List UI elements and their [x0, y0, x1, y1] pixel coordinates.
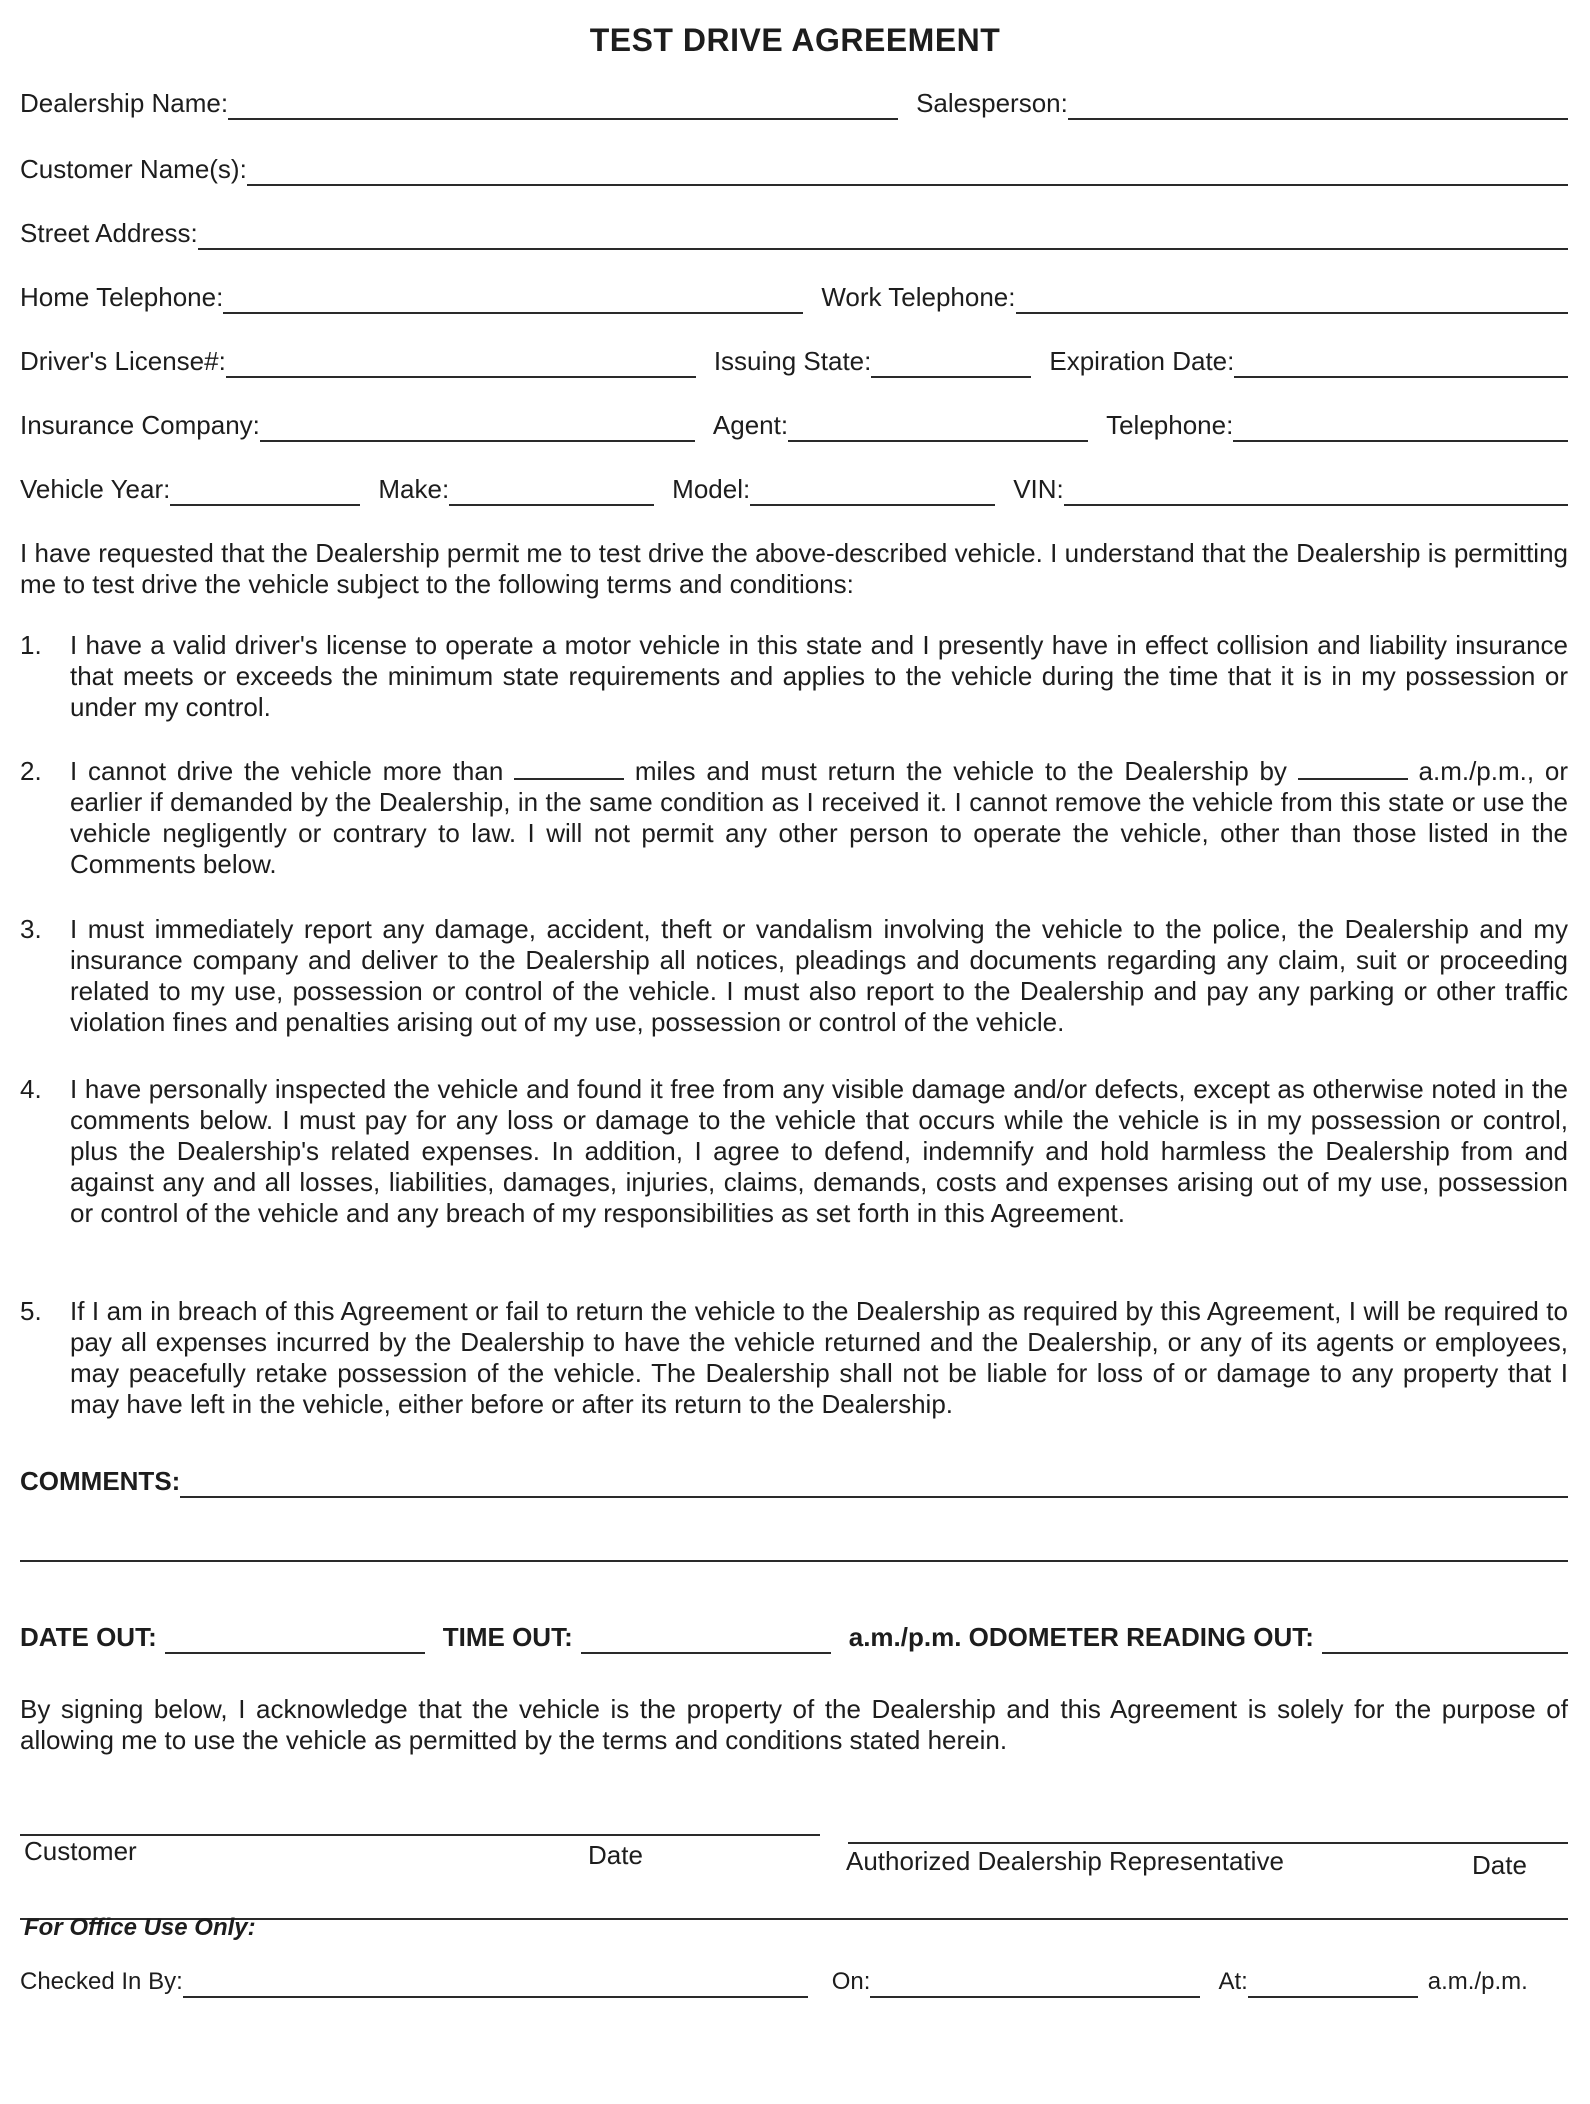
- telephone-label: Telephone:: [1106, 410, 1234, 440]
- term-item-5: [20, 1296, 1568, 1420]
- agent-field[interactable]: [788, 412, 1088, 442]
- return-time-blank[interactable]: [1298, 758, 1408, 780]
- customer-names-field[interactable]: [247, 156, 1568, 186]
- agent-label: Agent:: [712, 410, 789, 440]
- drivers-license-label: Driver's License#:: [20, 346, 226, 376]
- office-use-heading: For Office Use Only:: [24, 1914, 256, 1941]
- term-text: I have personally inspected the vehicle and found it free from any visible damage and/or defects, except as otherwise noted in the comments below. I must pay for any loss or damage to the vehicle that occurs while the vehicle is in my possession or control, plus the Dealership's related expenses. In addition, I agree to defend, indemnify and hold harmless the Dealership from and against any and all losses, liabilities, damages, injuries, claims, demands, costs and expenses arising out of my use, possession or control of the vehicle and any breach of my responsibilities as set forth in this Agreement.: [70, 1074, 1568, 1228]
- expiration-date-label: Expiration Date:: [1049, 346, 1235, 376]
- work-telephone-label: Work Telephone:: [821, 282, 1016, 312]
- term-item-2: [20, 756, 1568, 880]
- row-address: [20, 210, 1568, 250]
- row-comments: [20, 1458, 1568, 1498]
- acknowledge-paragraph: By signing below, I acknowledge that the vehicle is the property of the Dealership and this Agreement is solely for the purpose of allowing me to use the vehicle as permitted by the terms and conditions stated herein.: [20, 1694, 1568, 1755]
- term-number: 2.: [20, 756, 42, 786]
- work-telephone-field[interactable]: [1016, 284, 1569, 314]
- row-office: [20, 1958, 1568, 1998]
- customer-label: Customer: [24, 1836, 137, 1866]
- term-text: If I am in breach of this Agreement or fail to return the vehicle to the Dealership as required by this Agreement, I will be required to pay all expenses incurred by the Dealership to have the vehicle returned and the Dealership, or any of its agents or employees, may peacefully retake possession of the vehicle. The Dealership shall not be liable for loss of or damage to any property that I may have left in the vehicle, either before or after its return to the Dealership.: [70, 1296, 1568, 1419]
- odometer-label: a.m./p.m. ODOMETER READING OUT:: [848, 1622, 1314, 1652]
- insurance-company-field[interactable]: [260, 412, 695, 442]
- vin-field[interactable]: [1064, 476, 1568, 506]
- comments-field-2[interactable]: [20, 1560, 1568, 1562]
- term-item-4: [20, 1074, 1568, 1229]
- term-number: 3.: [20, 914, 42, 944]
- row-customer: [20, 146, 1568, 186]
- vehicle-year-label: Vehicle Year:: [20, 474, 171, 504]
- representative-date-label: Date: [1472, 1850, 1527, 1880]
- date-out-field[interactable]: [165, 1624, 425, 1654]
- customer-signature-line[interactable]: [20, 1834, 820, 1836]
- telephone-field[interactable]: [1233, 412, 1568, 442]
- on-field[interactable]: [870, 1968, 1200, 1998]
- home-telephone-label: Home Telephone:: [20, 282, 224, 312]
- row-insurance: [20, 402, 1568, 442]
- representative-label: Authorized Dealership Representative: [846, 1846, 1284, 1876]
- term-number: 5.: [20, 1296, 42, 1326]
- vin-label: VIN:: [1013, 474, 1064, 504]
- model-label: Model:: [672, 474, 751, 504]
- customer-names-label: Customer Name(s):: [20, 154, 247, 184]
- term-number: 1.: [20, 630, 42, 660]
- model-field[interactable]: [750, 476, 995, 506]
- odometer-field[interactable]: [1322, 1624, 1568, 1654]
- term-text: [70, 756, 1568, 880]
- expiration-date-field[interactable]: [1234, 348, 1568, 378]
- intro-paragraph: I have requested that the Dealership permit me to test drive the above-described vehicle. I understand that the Dealership is permitting me to test drive the vehicle subject to the following terms and conditions:: [20, 538, 1568, 599]
- street-address-label: Street Address:: [20, 218, 198, 248]
- page-title: TEST DRIVE AGREEMENT: [589, 22, 1001, 58]
- term-item-1: [20, 630, 1568, 723]
- term-item-3: [20, 914, 1568, 1038]
- term-text: I have a valid driver's license to operate a motor vehicle in this state and I presently have in effect collision and liability insurance that meets or exceeds the minimum state requirements and applies to the vehicle during the time that it is in my possession or under my control.: [70, 630, 1568, 722]
- drivers-license-field[interactable]: [226, 348, 696, 378]
- salesperson-label: Salesperson:: [916, 88, 1068, 118]
- term-2-text-a: I cannot drive the vehicle more than: [70, 756, 504, 786]
- term-number: 4.: [20, 1074, 42, 1104]
- issuing-state-label: Issuing State:: [713, 346, 872, 376]
- dealership-name-field[interactable]: [228, 90, 898, 120]
- comments-field-1[interactable]: [180, 1468, 1568, 1498]
- row-telephones: [20, 274, 1568, 314]
- checked-in-by-label: Checked In By:: [20, 1968, 183, 1995]
- row-dealership: [20, 80, 1568, 120]
- dealership-name-label: Dealership Name:: [20, 88, 229, 118]
- make-label: Make:: [378, 474, 450, 504]
- term-text: I must immediately report any damage, accident, theft or vandalism involving the vehicle to the police, the Dealership and my insurance company and deliver to the Dealership all notices, pleadings and documents regarding any claim, suit or proceeding related to my use, possession or control of the vehicle. I must also report to the Dealership and pay any parking or other traffic violation fines and penalties arising out of my use, possession or control of the vehicle.: [70, 914, 1568, 1037]
- home-telephone-field[interactable]: [223, 284, 803, 314]
- at-label: At:: [1218, 1968, 1248, 1995]
- representative-signature-line[interactable]: [848, 1842, 1568, 1844]
- term-2-text-b: miles and must return the vehicle to the Dealership by: [634, 756, 1287, 786]
- customer-date-label: Date: [588, 1840, 643, 1870]
- row-vehicle: [20, 466, 1568, 506]
- miles-blank[interactable]: [514, 758, 624, 780]
- date-out-label: DATE OUT:: [20, 1622, 157, 1652]
- row-license: [20, 338, 1568, 378]
- salesperson-field[interactable]: [1068, 90, 1568, 120]
- time-out-label: TIME OUT:: [442, 1622, 573, 1652]
- street-address-field[interactable]: [198, 220, 1568, 250]
- checked-in-by-field[interactable]: [183, 1968, 808, 1998]
- insurance-company-label: Insurance Company:: [20, 410, 260, 440]
- row-checkout: [20, 1614, 1568, 1654]
- make-field[interactable]: [449, 476, 654, 506]
- comments-label: COMMENTS:: [20, 1466, 181, 1496]
- at-field[interactable]: [1248, 1968, 1418, 1998]
- issuing-state-field[interactable]: [871, 348, 1031, 378]
- office-ampm-label: a.m./p.m.: [1427, 1968, 1528, 1995]
- time-out-field[interactable]: [581, 1624, 831, 1654]
- vehicle-year-field[interactable]: [170, 476, 360, 506]
- on-label: On:: [831, 1968, 871, 1995]
- term-2-text-c: a.m./p.m., or earlier if demanded by the Dealership, in the same condition as I received it. I cannot remove the vehicle from this state or use the vehicle negligently or contrary to law. I will not permit any other person to operate the vehicle, other than those listed in the Comments below.: [70, 756, 1568, 879]
